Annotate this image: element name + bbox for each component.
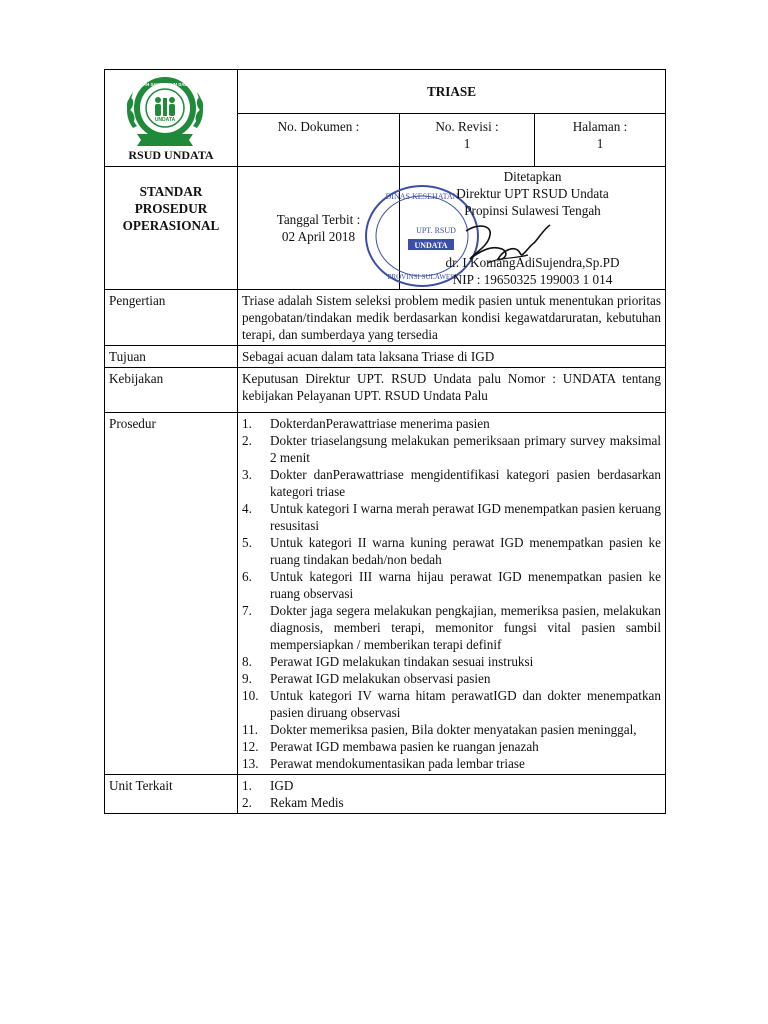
logo-ring-text: RUMAH SAKIT UMUM DAERAH xyxy=(133,82,197,87)
signer-name: dr. I KomangAdiSujendra,Sp.PD xyxy=(445,255,620,270)
signer-nip: NIP : 19650325 199003 1 014 xyxy=(452,272,613,287)
ditetapkan-label: Ditetapkan xyxy=(503,169,562,184)
hospital-logo-cell xyxy=(105,70,238,167)
stamp-top-text: DINAS KESEHATAN xyxy=(385,192,459,201)
tujuan-label: Tujuan xyxy=(105,346,238,368)
tujuan-text: Sebagai acuan dalam tata laksana Triase di IGD xyxy=(238,346,666,368)
list-item: 3. Dokter danPerawattriase mengidentifikasi kategori pasien berdasarkan kategori triase xyxy=(242,467,661,499)
document-title: TRIASE xyxy=(238,70,666,114)
sop-label xyxy=(105,167,238,290)
list-item: 6. Untuk kategori III warna hijau perawat IGD menempatkan pasien ke ruang observasi xyxy=(242,569,661,601)
tanggal-terbit-label: Tanggal Terbit : xyxy=(276,212,361,227)
halaman-label: Halaman : xyxy=(572,119,628,134)
list-item: 5. Untuk kategori II warna kuning perawat IGD menempatkan pasien ke ruang tindakan bedah/non bedah xyxy=(242,535,661,567)
direktur-label: Direktur UPT RSUD Undata xyxy=(456,186,609,201)
prosedur-label: Prosedur xyxy=(105,413,238,775)
list-item: 2. Dokter triaselangsung melakukan pemeriksaan primary survey maksimal 2 menit xyxy=(242,433,661,465)
kebijakan-text: Keputusan Direktur UPT. RSUD Undata palu Nomor : UNDATA tentang kebijakan Pelayanan UPT. RSUD Undata Palu xyxy=(238,368,666,413)
halaman-cell xyxy=(535,114,666,167)
pengertian-label: Pengertian xyxy=(105,290,238,346)
list-item: 1. IGD xyxy=(242,778,294,793)
sop-label-line3: OPERASIONAL xyxy=(122,218,220,233)
stamp-undata-text: UNDATA xyxy=(414,241,448,250)
sop-label-line1: STANDAR xyxy=(139,184,203,199)
stamp-center-text: UPT. RSUD xyxy=(416,226,456,235)
prosedur-cell xyxy=(238,413,666,775)
no-revisi-label: No. Revisi : xyxy=(435,119,499,134)
hospital-logo xyxy=(119,76,211,148)
kebijakan-label: Kebijakan xyxy=(105,368,238,413)
halaman-value: 1 xyxy=(596,136,604,151)
no-revisi-value: 1 xyxy=(463,136,471,151)
list-item: 4. Untuk kategori I warna merah perawat IGD menempatkan pasien keruang resusitasi xyxy=(242,501,661,533)
unit-terkait-cell xyxy=(238,775,666,814)
unit-terkait-list xyxy=(242,777,661,811)
list-item: 7. Dokter jaga segera melakukan pengkajian, memeriksa pasien, melakukan diagnosis, memberi terapi, memonitor fungsi vital pasien sambil mempersiapkan / memberikan terapi definif xyxy=(242,603,661,652)
list-item: 2. Rekam Medis xyxy=(242,795,344,810)
sop-document-table xyxy=(104,69,666,814)
list-item: 12. Perawat IGD membawa pasien ke ruangan jenazah xyxy=(242,739,539,754)
no-dokumen-label: No. Dokumen : xyxy=(277,119,360,134)
hospital-name: RSUD UNDATA xyxy=(128,148,214,162)
list-item: 11. Dokter memeriksa pasien, Bila dokter menyatakan pasien meninggal, xyxy=(242,722,637,737)
list-item: 10. Untuk kategori IV warna hitam perawatIGD dan dokter menempatkan pasien diruang observasi xyxy=(242,688,661,720)
prosedur-list xyxy=(242,415,661,772)
logo-undata-text: UNDATA xyxy=(154,117,176,123)
unit-terkait-label: Unit Terkait xyxy=(105,775,238,814)
list-item: 8. Perawat IGD melakukan tindakan sesuai instruksi xyxy=(242,654,534,669)
tanggal-terbit-value: 02 April 2018 xyxy=(281,229,356,244)
ditetapkan-cell xyxy=(385,167,666,290)
no-revisi-cell xyxy=(400,114,535,167)
provinsi-label: Propinsi Sulawesi Tengah xyxy=(464,203,601,218)
no-dokumen-cell xyxy=(238,114,400,167)
pengertian-text: Triase adalah Sistem seleksi problem medik pasien untuk menentukan prioritas pengobatan/tindakan medik berdasarkan kondisi kegawatdaruratan, kebutuhan terapi, dan sumberdaya yang tersedia xyxy=(238,290,666,346)
list-item: 1. DokterdanPerawattriase menerima pasien xyxy=(242,416,490,431)
stamp-bottom-text: PROVINSI SULAWESI xyxy=(387,273,457,281)
list-item: 13. Perawat mendokumentasikan pada lembar triase xyxy=(242,756,525,771)
sop-label-line2: PROSEDUR xyxy=(134,201,208,216)
list-item: 9. Perawat IGD melakukan observasi pasien xyxy=(242,671,491,686)
